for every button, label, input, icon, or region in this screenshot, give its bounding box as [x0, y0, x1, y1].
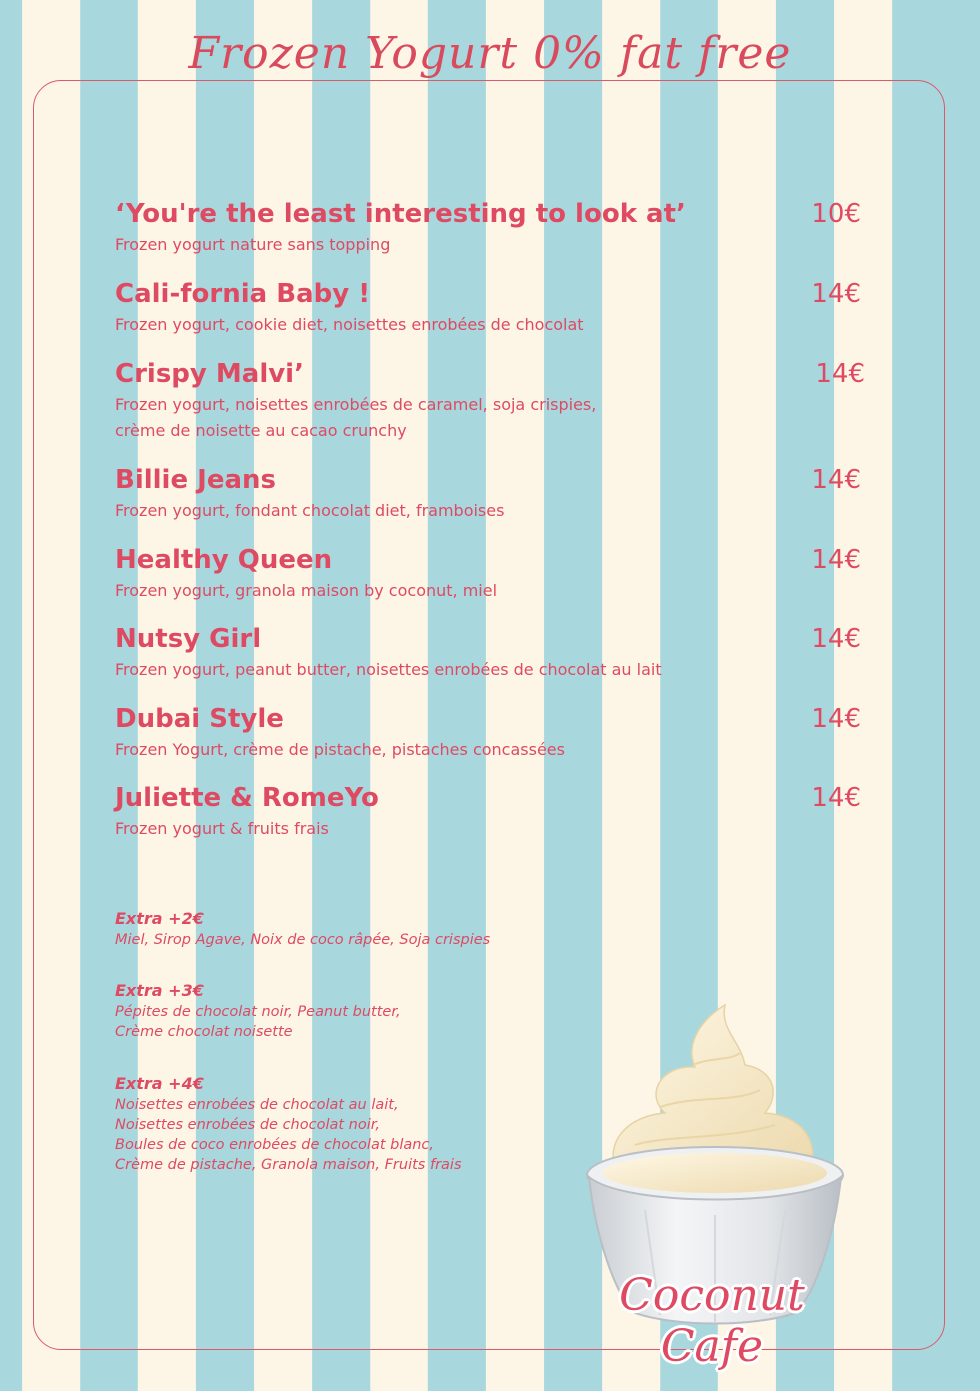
item-description: Frozen Yogurt, crème de pistache, pistaches concassées — [115, 740, 565, 759]
menu-item — [115, 462, 865, 524]
item-price: 14€ — [811, 783, 861, 813]
menu-title: Frozen Yogurt 0% fat free — [188, 28, 792, 79]
item-price: 14€ — [815, 359, 865, 389]
item-name: ‘You're the least interesting to look at’ — [115, 199, 686, 229]
extra-list: Miel, Sirop Agave, Noix de coco râpée, Soja crispies — [115, 932, 491, 948]
item-price: 14€ — [811, 704, 861, 734]
item-price: 14€ — [811, 624, 861, 654]
menu-item — [115, 701, 865, 763]
menu-item — [115, 196, 865, 258]
item-description: Frozen yogurt, peanut butter, noisettes enrobées de chocolat au lait — [115, 660, 662, 679]
extra-group — [115, 980, 615, 1042]
item-description: Frozen yogurt, granola maison by coconut, miel — [115, 581, 498, 600]
item-name: Juliette & RomeYo — [115, 783, 379, 813]
menu-item — [115, 276, 865, 338]
menu-item — [115, 356, 865, 444]
item-price: 14€ — [811, 279, 861, 309]
item-name: Dubai Style — [115, 704, 284, 734]
item-name: Nutsy Girl — [115, 624, 262, 654]
item-name: Crispy Malvi’ — [115, 359, 304, 389]
menu-item — [115, 780, 865, 842]
coconut-cafe-logo: Coconut Cafe — [619, 1270, 805, 1372]
item-name: Cali-fornia Baby ! — [115, 279, 371, 309]
extra-list: Pépites de chocolat noir, Peanut butter, Crème chocolat noisette — [115, 1004, 401, 1040]
item-name: Healthy Queen — [115, 545, 333, 575]
extra-label: Extra +4€ — [115, 1074, 204, 1093]
item-description: Frozen yogurt nature sans topping — [115, 235, 391, 254]
extra-label: Extra +2€ — [115, 909, 204, 928]
item-description: Frozen yogurt & fruits frais — [115, 819, 329, 838]
item-description: Frozen yogurt, noisettes enrobées de caramel, soja crispies, crème de noisette au cacao crunchy — [115, 395, 597, 440]
item-name: Billie Jeans — [115, 465, 276, 495]
item-price: 14€ — [811, 545, 861, 575]
item-description: Frozen yogurt, fondant chocolat diet, framboises — [115, 501, 505, 520]
extra-group — [115, 908, 615, 950]
extra-list: Noisettes enrobées de chocolat au lait, Noisettes enrobées de chocolat noir, Boules de coco enrobées de chocolat blanc, Crème de pistache, Granola maison, Fruits frais — [115, 1097, 462, 1173]
item-price: 10€ — [811, 199, 861, 229]
item-description: Frozen yogurt, cookie diet, noisettes enrobées de chocolat — [115, 315, 584, 334]
extra-group — [115, 1073, 615, 1175]
item-price: 14€ — [811, 465, 861, 495]
extra-label: Extra +3€ — [115, 981, 204, 1000]
menu-item — [115, 542, 865, 604]
menu-item — [115, 621, 865, 683]
